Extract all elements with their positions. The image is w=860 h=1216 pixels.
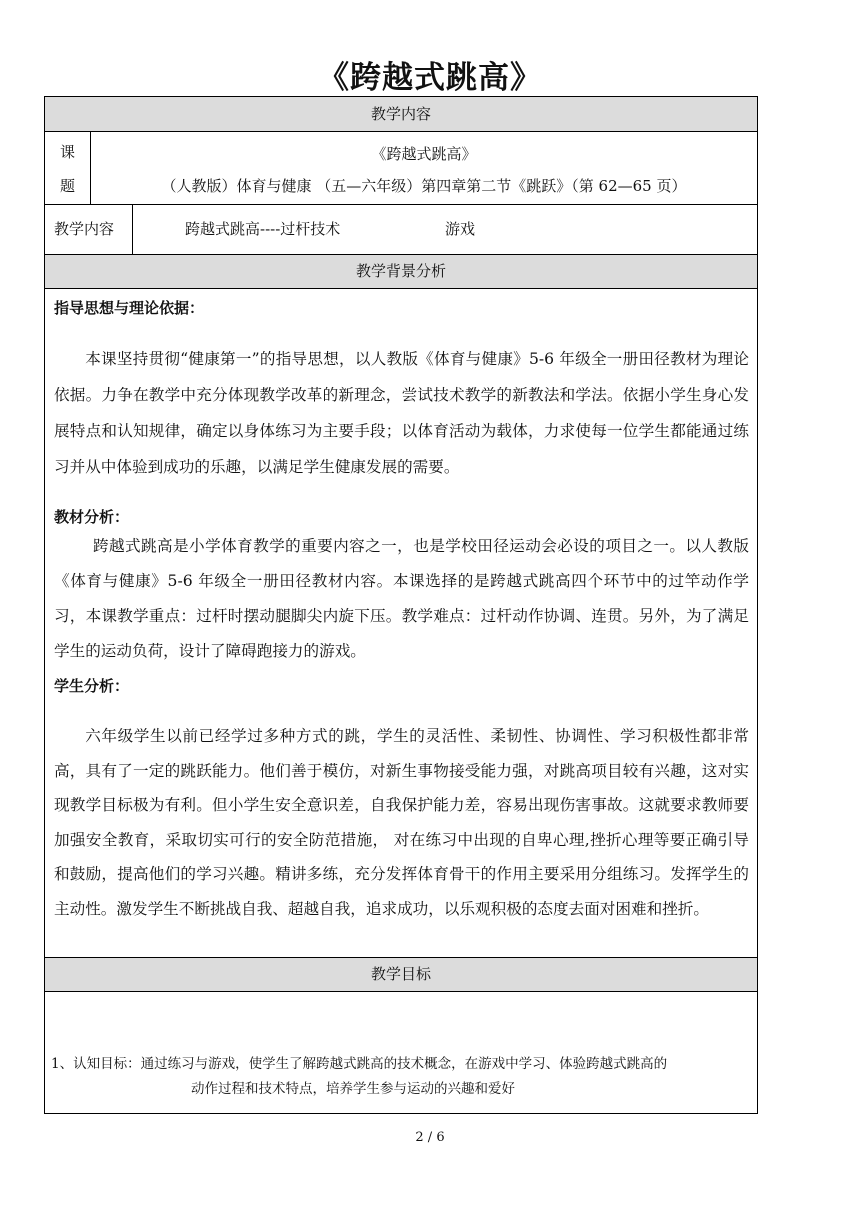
divider	[45, 288, 757, 289]
course-title: 《跨越式跳高》	[371, 145, 477, 163]
guiding-paragraph: 本课坚持贯彻“健康第一”的指导思想，以人教版《体育与健康》5-6 年级全一册田径教材为理论依据。力争在教学中充分体现教学改革的新理念，尝试技术教学的新教法和学法。依据小学生身心发展特点和认知规律，确定以身体练习为主要手段；以体育活动为载体，力求使每一位学生都能通过练习并从中体验到成功的乐趣，以满足学生健康发展的需要。	[54, 350, 749, 476]
section-heading: 教学目标	[370, 965, 431, 983]
course-source: （人教版）体育与健康 （五—六年级）第四章第二节《跳跃》（第 62—65 页）	[161, 177, 687, 195]
content-row-label: 教学内容	[54, 220, 115, 238]
section-heading: 教学背景分析	[355, 262, 446, 280]
content-item-technique: 跨越式跳高----过杆技术	[185, 220, 341, 238]
material-heading: 教材分析：	[54, 508, 130, 526]
course-label-bottom: 题	[60, 177, 76, 195]
section-header-teaching-content	[45, 97, 757, 131]
goal-cognitive-line1: 1、认知目标：通过练习与游戏，使学生了解跨越式跳高的技术概念，在游戏中学习、体验跨越式跳高的	[51, 1056, 668, 1072]
divider	[45, 204, 757, 205]
lesson-plan-table	[44, 96, 758, 1114]
page-number: 2 / 6	[415, 1130, 445, 1145]
content-item-game: 游戏	[445, 220, 476, 238]
guiding-heading: 指导思想与理论依据：	[54, 299, 205, 317]
document-title: 《跨越式跳高》	[318, 60, 542, 96]
section-header-background-analysis	[45, 255, 757, 288]
divider	[45, 131, 757, 132]
goal-cognitive-line2: 动作过程和技术特点，培养学生参与运动的兴趣和爱好	[191, 1081, 515, 1097]
section-heading: 教学内容	[370, 105, 431, 123]
course-label-top: 课	[60, 143, 76, 161]
divider	[45, 991, 757, 992]
students-paragraph: 六年级学生以前已经学过多种方式的跳，学生的灵活性、柔韧性、协调性、学习积极性都非常高，具有了一定的跳跃能力。他们善于模仿，对新生事物接受能力强，对跳高项目较有兴趣，这对实现教学目标极为有利。但小学生安全意识差，自我保护能力差，容易出现伤害事故。这就要求教师要加强安全教育，采取切实可行的安全防范措施， 对在练习中出现的自卑心理,挫折心理等要正确引导和鼓励，提高他们的学习兴趣。精讲多练，充分发挥体育骨干的作用主要采用分组练习。发挥学生的主动性。激发学生不断挑战自我、超越自我，追求成功，以乐观积极的态度去面对困难和挫折。	[54, 727, 749, 918]
students-heading: 学生分析：	[54, 677, 130, 695]
section-header-teaching-goals	[45, 958, 757, 991]
column-divider	[132, 204, 133, 254]
material-paragraph: 跨越式跳高是小学体育教学的重要内容之一，也是学校田径运动会必设的项目之一。以人教版《体育与健康》5-6 年级全一册田径教材内容。本课选择的是跨越式跳高四个环节中的过竿动作学习，本课教学重点：过杆时摆动腿脚尖内旋下压。教学难点：过杆动作协调、连贯。另外，为了满足学生的运动负荷，设计了障碍跑接力的游戏。	[54, 537, 749, 660]
